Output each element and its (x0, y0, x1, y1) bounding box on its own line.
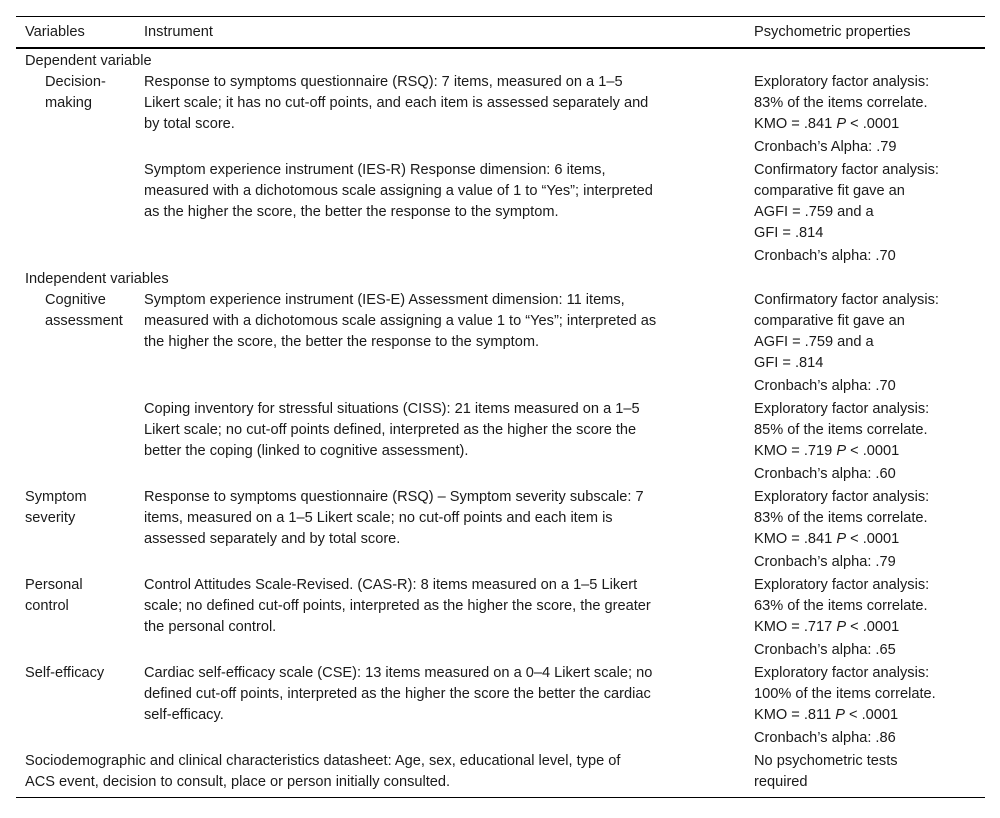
kmo-value: KMO = .841 P < .0001 (754, 116, 900, 132)
variable-cell: Self-efficacy (25, 665, 105, 681)
header-psychometric: Psychometric properties (754, 23, 911, 40)
kmo-value: KMO = .841 P < .0001 (754, 531, 900, 547)
properties-cell: Exploratory factor analysis: 83% of the items correlate. KMO = .841 P < .0001 Cronbach’s Alpha: .79 (745, 72, 985, 158)
instrument-cell: Control Attitudes Scale-Revised. (CAS-R): 8 items measured on a 1–5 Likert scale; no defined cut-off points, interpreted as the higher the score, the greater the personal control. (144, 577, 651, 635)
table-row (16, 399, 985, 485)
properties-cell: Exploratory factor analysis: 83% of the items correlate. KMO = .841 P < .0001 Cronbach’s alpha: .79 (745, 487, 985, 573)
header-instrument: Instrument (144, 23, 213, 40)
kmo-value: KMO = .811 P < .0001 (754, 707, 899, 723)
instrument-cell: Response to symptoms questionnaire (RSQ): 7 items, measured on a 1–5 Likert scale; it has no cut-off points, and each item is assessed separately and by total score. (144, 74, 649, 132)
variable-cell (16, 160, 144, 267)
variable-cell: Cognitive assessment (45, 292, 123, 329)
cronbach-alpha: Cronbach’s Alpha: .79 (754, 139, 897, 155)
variable-cell: Personal control (25, 577, 83, 614)
kmo-value: KMO = .717 P < .0001 (754, 619, 900, 635)
section-independent: Independent variables (25, 271, 169, 287)
variable-cell (16, 399, 144, 485)
instrument-cell: Symptom experience instrument (IES-E) Assessment dimension: 11 items, measured with a dichotomous scale assigning a value 1 to “Yes”; interpreted as the higher the score, the better the response to the symptom. (144, 292, 657, 350)
table-header (16, 17, 985, 47)
properties-cell: Confirmatory factor analysis: comparative fit gave an AGFI = .759 and a GFI = .814 Cronbach’s alpha: .70 (745, 290, 985, 397)
variable-cell: Symptom severity (25, 489, 87, 526)
table-row (16, 72, 985, 158)
cronbach-alpha: Cronbach’s alpha: .65 (754, 642, 896, 658)
properties-cell: Exploratory factor analysis: 85% of the items correlate. KMO = .719 P < .0001 Cronbach’s alpha: .60 (745, 399, 985, 485)
cronbach-alpha: Cronbach’s alpha: .60 (754, 466, 896, 482)
table-row (16, 663, 985, 749)
properties-cell: Confirmatory factor analysis: comparative fit gave an AGFI = .759 and a GFI = .814 Cronbach’s alpha: .70 (745, 160, 985, 267)
section-dependent: Dependent variable (25, 53, 152, 69)
properties-cell: No psychometric tests required (754, 753, 898, 790)
variable-cell: Decision- making (45, 74, 106, 111)
properties-cell: Exploratory factor analysis: 100% of the items correlate. KMO = .811 P < .0001 Cronbach’s alpha: .86 (745, 663, 985, 749)
table-row-footer (16, 751, 985, 793)
header-variables: Variables (25, 23, 85, 40)
table-row (16, 575, 985, 661)
cronbach-alpha: Cronbach’s alpha: .86 (754, 730, 896, 746)
cronbach-alpha: Cronbach’s alpha: .79 (754, 554, 896, 570)
properties-cell: Exploratory factor analysis: 63% of the items correlate. KMO = .717 P < .0001 Cronbach’s alpha: .65 (745, 575, 985, 661)
instruments-table (16, 16, 985, 798)
instrument-cell: Symptom experience instrument (IES-R) Response dimension: 6 items, measured with a dichotomous scale assigning a value of 1 to “Yes”; interpreted as the higher the score, the better the response to the symptom. (144, 162, 653, 220)
instrument-cell: Response to symptoms questionnaire (RSQ) – Symptom severity subscale: 7 items, measured on a 1–5 Likert scale; no cut-off points and each item is assessed separately and by total score. (144, 489, 644, 547)
table-bottom-rule (16, 797, 985, 798)
cronbach-alpha: Cronbach’s alpha: .70 (754, 248, 896, 264)
header-rule (16, 47, 985, 49)
instrument-cell: Cardiac self-efficacy scale (CSE): 13 items measured on a 0–4 Likert scale; no defined cut-off points, interpreted as the higher the score the better the cardiac self-efficacy. (144, 665, 653, 723)
datasheet-cell: Sociodemographic and clinical characteristics datasheet: Age, sex, educational level, type of ACS event, decision to consult, place or person initially consulted. (25, 753, 621, 790)
table-row (16, 290, 985, 397)
table-row (16, 160, 985, 267)
kmo-value: KMO = .719 P < .0001 (754, 443, 900, 459)
instrument-cell: Coping inventory for stressful situations (CISS): 21 items measured on a 1–5 Likert scale; no cut-off points defined, interpreted as the higher the score the better the coping (linked to cognitive assessment). (144, 401, 640, 459)
cronbach-alpha: Cronbach’s alpha: .70 (754, 378, 896, 394)
table-row (16, 487, 985, 573)
